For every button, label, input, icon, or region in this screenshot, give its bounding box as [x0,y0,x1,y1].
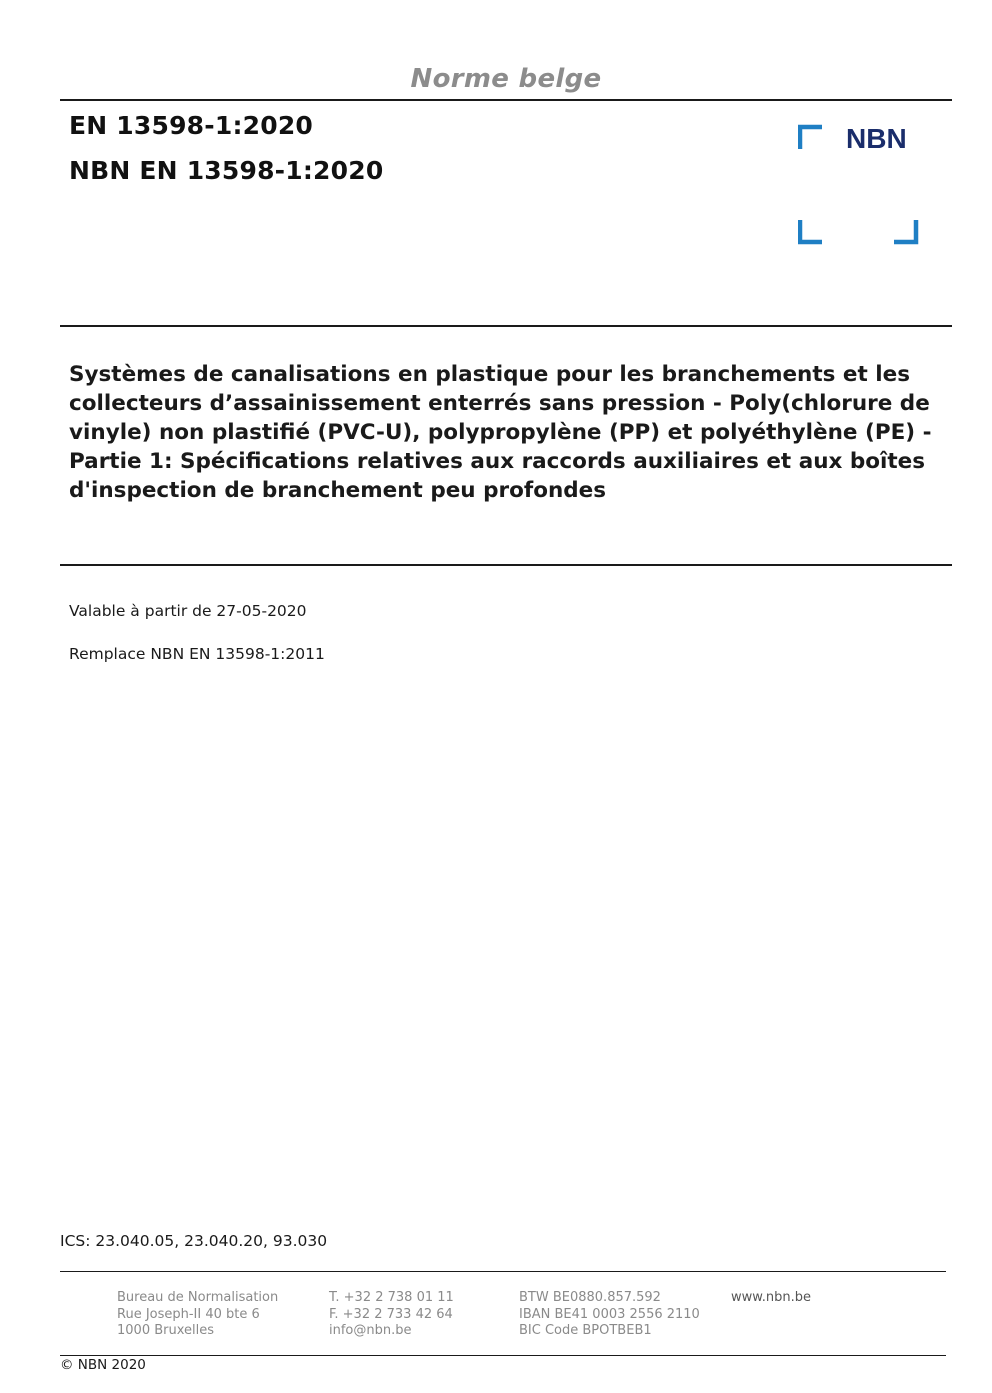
footer-fax: F. +32 2 733 42 64 [329,1306,453,1322]
en-standard-code: EN 13598-1:2020 [69,111,314,140]
footer-top-rule [60,1271,946,1272]
document-category: Norme belge [410,64,602,94]
nbn-standard-code: NBN EN 13598-1:2020 [69,156,384,185]
nbn-logo-text: NBN [846,124,907,154]
nbn-bracket-logo-icon [798,124,920,248]
footer-phone: T. +32 2 738 01 11 [329,1290,454,1305]
footer-address [117,1290,278,1340]
footer-email: info@nbn.be [329,1323,412,1338]
footer-address-line: Bureau de Normalisation [117,1290,279,1305]
replaces-standard: Remplace NBN EN 13598-1:2011 [69,645,325,663]
title-top-rule [60,325,952,327]
footer-iban: IBAN BE41 0003 2556 2110 [519,1306,700,1322]
footer-vat: BTW BE0880.857.592 [519,1290,661,1305]
footer-address-line: 1000 Bruxelles [117,1323,215,1338]
copyright: © NBN 2020 [60,1357,146,1373]
validity-date: Valable à partir de 27-05-2020 [69,602,307,620]
footer-bank [519,1290,700,1340]
nbn-logo [798,124,920,248]
footer-contact [329,1290,454,1340]
header-top-rule [60,99,952,101]
document-title: Systèmes de canalisations en plastique pour les branchements et les collecteurs d’assainissement enterrés sans pression - Poly(chlorure de vinyle) non plastifié (PVC-U), polypropylène (PP) et polyéthylène (PE) - Partie 1: Spécifications relatives aux raccords auxiliaires et aux boîtes d'inspection de branchement peu profondes [69,362,932,503]
footer-bottom-rule [60,1355,946,1356]
footer-website-link[interactable]: www.nbn.be [731,1290,811,1305]
footer-address-line: Rue Joseph-II 40 bte 6 [117,1306,260,1322]
footer-bic: BIC Code BPOTBEB1 [519,1323,652,1338]
title-bottom-rule [60,564,952,566]
footer-website [731,1290,811,1307]
ics-codes: ICS: 23.040.05, 23.040.20, 93.030 [60,1232,328,1250]
